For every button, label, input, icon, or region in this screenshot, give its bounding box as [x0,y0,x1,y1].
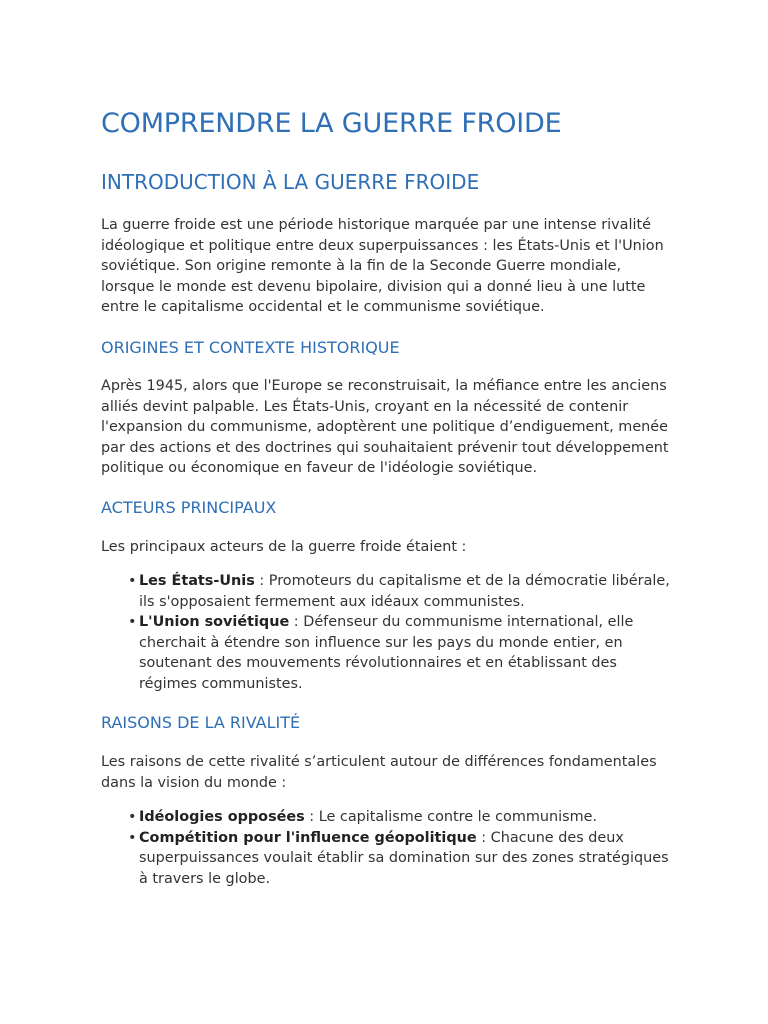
raisons-heading: RAISONS DE LA RIVALITÉ [101,713,301,732]
list-item-term: Idéologies opposées [139,809,305,825]
origines-paragraph: Après 1945, alors que l'Europe se reconstruisait, la méfiance entre les anciens alliés devint palpable. Les États-Unis, croyant en la nécessité de contenir l'expansion du communisme, adoptèrent une politique d’endiguement, menée par des actions et des doctrines qui souhaitaient prévenir tout développement politique ou économique en faveur de l'idéologie soviétique. [101,378,669,476]
list-item-ideologies [128,807,676,828]
list-item-text: : Défenseur du communisme international, elle cherchait à étendre son influence sur les pays du monde entier, en soutenant des mouvements révolutionnaires et en établissant des régimes communistes. [139,614,634,692]
list-item-term: Compétition pour l'influence géopolitique [139,829,477,846]
raisons-list [128,807,676,889]
page-title: COMPRENDRE LA GUERRE FROIDE [101,108,562,139]
raisons-intro: Les raisons de cette rivalité s’articulent autour de différences fondamentales dans la vision du monde : [101,754,657,791]
list-item-term: Les États-Unis [139,573,255,589]
intro-paragraph: La guerre froide est une période historique marquée par une intense rivalité idéologique et politique entre deux superpuissances : les États-Unis et l'Union soviétique. Son origine remonte à la fin de la Seconde Guerre mondiale, lorsque le monde est devenu bipolaire, division qui a donné lieu à une lutte entre le capitalisme occidental et le communisme soviétique. [101,217,664,315]
bullet-icon: • [128,573,137,589]
intro-heading: INTRODUCTION À LA GUERRE FROIDE [101,170,480,194]
acteurs-list [128,571,676,694]
acteurs-heading: ACTEURS PRINCIPAUX [101,498,277,517]
list-item-union-sovietique [128,612,676,694]
origines-heading: ORIGINES ET CONTEXTE HISTORIQUE [101,338,400,357]
list-item-competition [128,828,676,890]
bullet-icon: • [128,614,137,630]
list-item-text: : Chacune des deux superpuissances voulait établir sa domination sur des zones stratégiques à travers le globe. [139,829,669,887]
bullet-icon: • [128,809,137,825]
acteurs-intro: Les principaux acteurs de la guerre froide étaient : [101,539,467,555]
list-item-etats-unis [128,571,676,612]
list-item-text: : Promoteurs du capitalisme et de la démocratie libérale, ils s'opposaient fermement aux idéaux communistes. [139,573,670,610]
bullet-icon: • [128,829,137,846]
list-item-text: : Le capitalisme contre le communisme. [304,809,598,825]
list-item-term: L'Union soviétique [139,614,290,630]
